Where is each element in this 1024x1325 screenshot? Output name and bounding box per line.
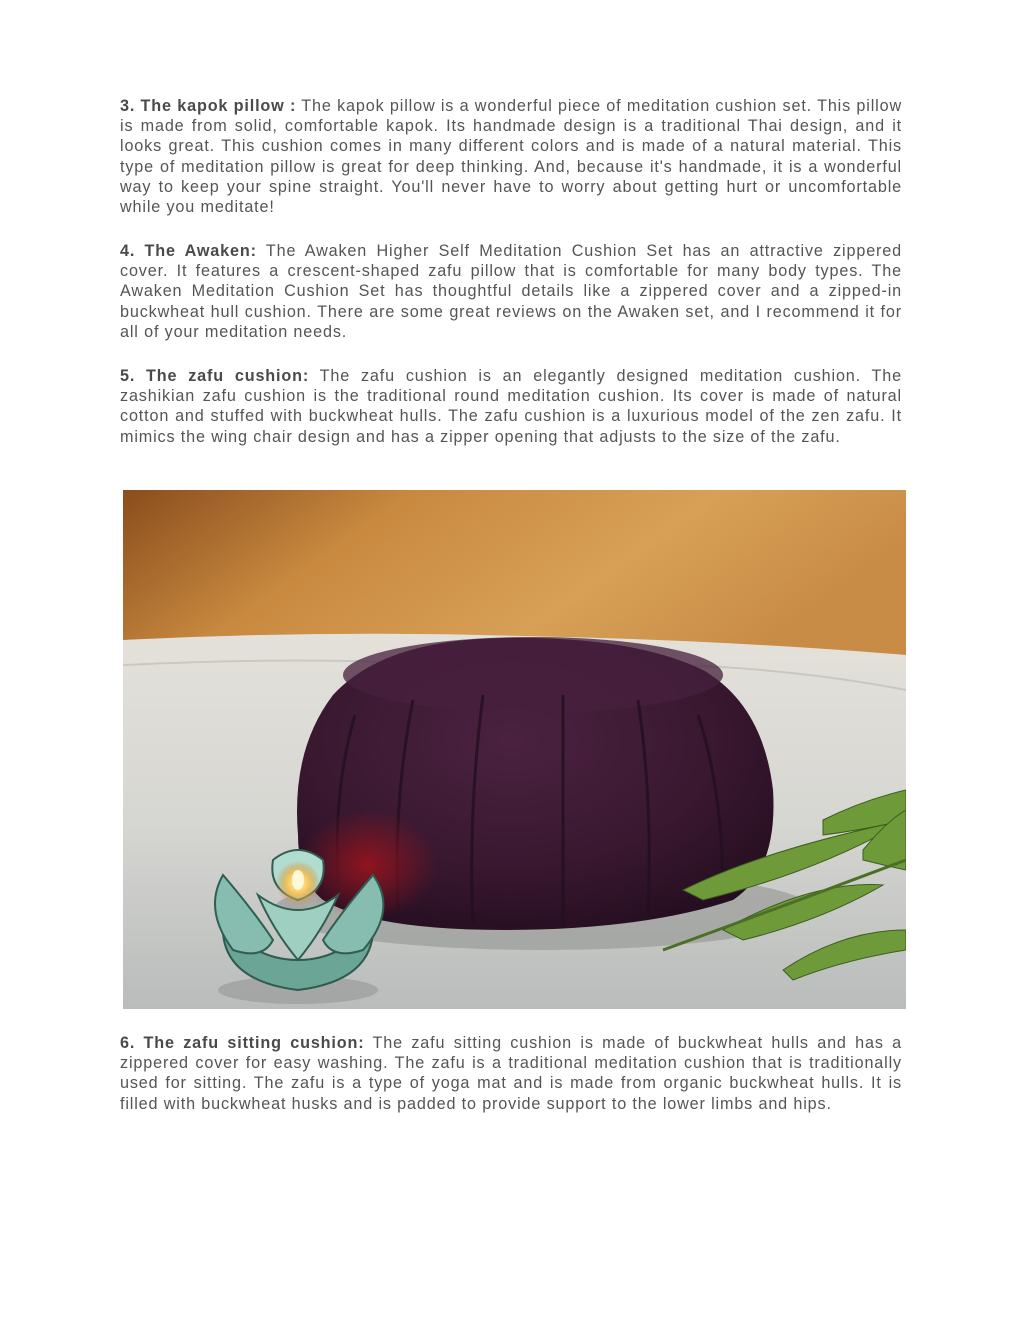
section-awaken	[120, 241, 902, 342]
section-heading: 3. The kapok pillow :	[120, 97, 297, 115]
section-body: The Awaken Higher Self Meditation Cushion Set has an attractive zippered cover. It features a crescent-shaped zafu pillow that is comfortable for many body types. The Awaken Meditation Cushion Set has thoughtful details like a zippered cover and a zipped-in buckwheat hull cushion. There are some great reviews on the Awaken set, and I recommend it for all of your meditation needs.	[120, 242, 902, 341]
section-heading: 5. The zafu cushion:	[120, 367, 310, 385]
section-body: The zafu sitting cushion is made of buckwheat hulls and has a zippered cover for easy washing. The zafu is a traditional meditation cushion that is traditionally used for sitting. The zafu is a type of yoga mat and is made from organic buckwheat hulls. It is filled with buckwheat husks and is padded to provide support to the lower limbs and hips.	[120, 1034, 902, 1113]
section-body: The kapok pillow is a wonderful piece of meditation cushion set. This pillow is made from solid, comfortable kapok. Its handmade design is a traditional Thai design, and it looks great. This cushion comes in many different colors and is made of a natural material. This type of meditation pillow is great for deep thinking. And, because it's handmade, it is a wonderful way to keep your spine straight. You'll never have to worry about getting hurt or uncomfortable while you meditate!	[120, 97, 903, 217]
section-zafu-sitting-cushion	[120, 1033, 902, 1114]
section-heading: 4. The Awaken:	[120, 242, 257, 260]
section-kapok-pillow	[120, 96, 902, 217]
wall-background	[123, 490, 906, 660]
section-heading: 6. The zafu sitting cushion:	[120, 1034, 365, 1052]
zafu-cushion-photo	[123, 490, 906, 1009]
section-body: The zafu cushion is an elegantly designed meditation cushion. The zashikian zafu cushion is the traditional round meditation cushion. Its cover is made of natural cotton and stuffed with buckwheat hulls. The zafu cushion is a luxurious model of the zen zafu. It mimics the wing chair design and has a zipper opening that adjusts to the size of the zafu.	[120, 367, 903, 446]
section-zafu-cushion	[120, 366, 902, 447]
